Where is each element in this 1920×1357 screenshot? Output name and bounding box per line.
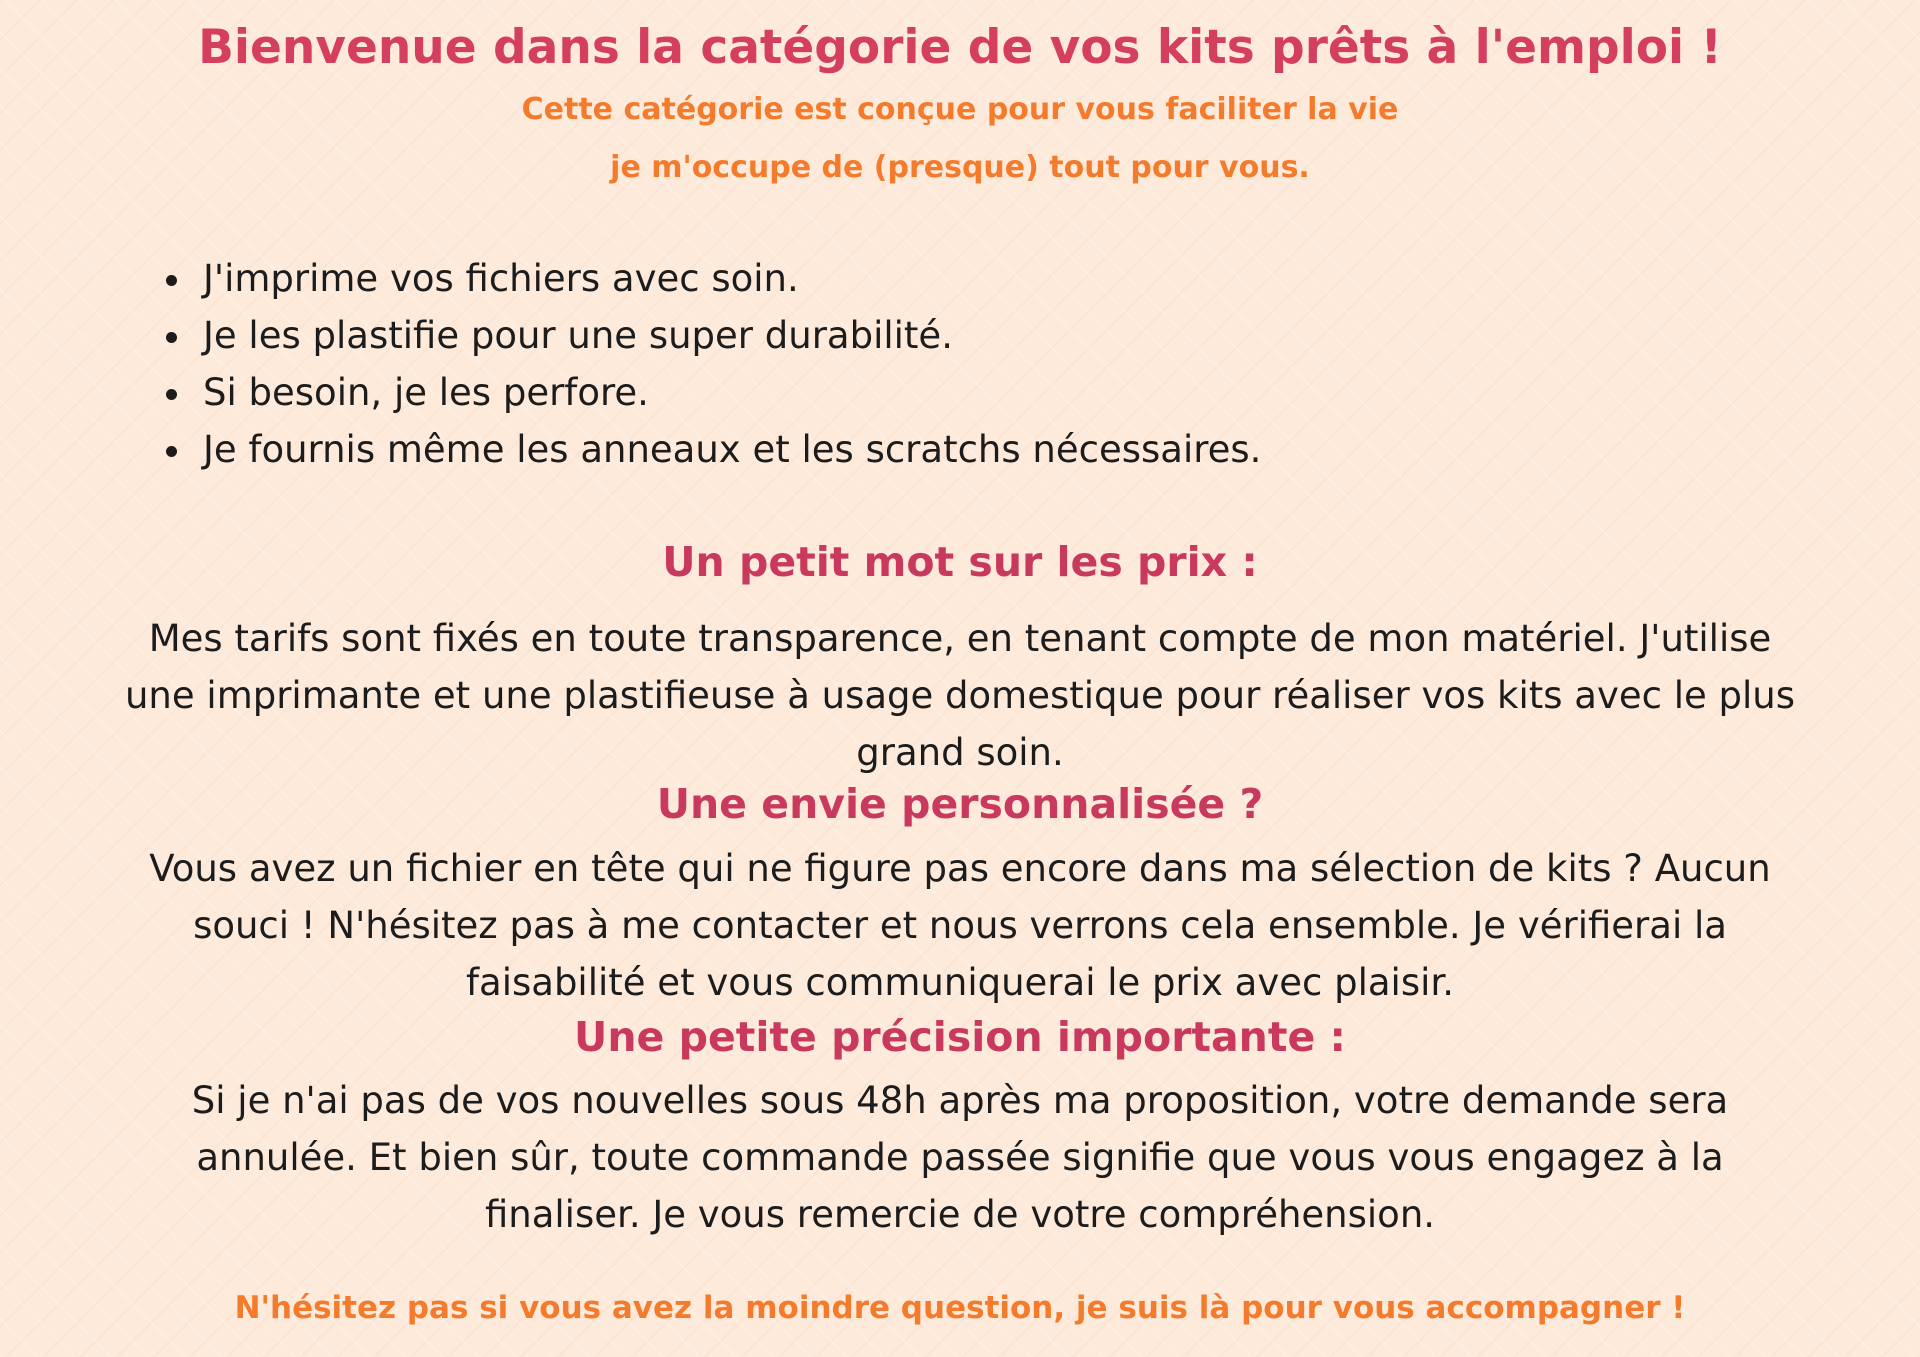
prices-heading: Un petit mot sur les prix : xyxy=(662,538,1258,586)
footer-message: N'hésitez pas si vous avez la moindre question, je suis là pour vous accompagner ! xyxy=(234,1290,1686,1326)
prices-text: Mes tarifs sont fixés en toute transparence, en tenant compte de mon matériel. J'utilise une imprimante et une plastifieuse à usage domestique pour réaliser vos kits avec le plus grand soin. xyxy=(124,617,1796,774)
subtitle-line-2: je m'occupe de (presque) tout pour vous. xyxy=(610,150,1310,185)
important-note-heading: Une petite précision importante : xyxy=(574,1013,1346,1061)
custom-request-text: Vous avez un fichier en tête qui ne figure pas encore dans ma sélection de kits ? Aucun souci ! N'hésitez pas à me contacter et nous verrons cela ensemble. Je vérifierai la faisabilité et vous communiquerai le prix avec plaisir. xyxy=(149,847,1771,1004)
services-list xyxy=(150,250,1261,478)
service-item-print: • J'imprime vos fichiers avec soin. xyxy=(195,250,1261,307)
subtitle-line-1: Cette catégorie est conçue pour vous faciliter la vie xyxy=(521,92,1399,127)
custom-request-heading: Une envie personnalisée ? xyxy=(656,780,1264,828)
page-title: Bienvenue dans la catégorie de vos kits prêts à l'emploi ! xyxy=(198,20,1722,75)
important-note-text: Si je n'ai pas de vos nouvelles sous 48h après ma proposition, votre demande sera annulée. Et bien sûr, toute commande passée signifie que vous vous engagez à la finaliser. Je vous remercie de votre compréhension. xyxy=(191,1079,1729,1236)
service-item-perforate: • Si besoin, je les perfore. xyxy=(195,364,1261,421)
service-item-laminate: • Je les plastifie pour une super durabilité. xyxy=(195,307,1261,364)
service-item-supplies: • Je fournis même les anneaux et les scratchs nécessaires. xyxy=(195,421,1261,478)
